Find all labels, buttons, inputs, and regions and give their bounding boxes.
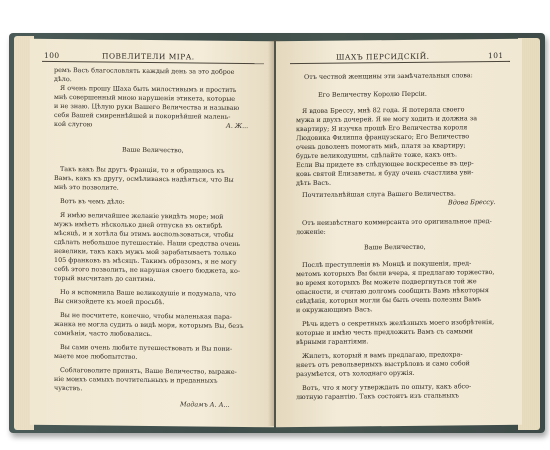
right-header-rule bbox=[290, 61, 510, 64]
right-line: Жилетъ, который я вамъ предлагаю, предохра- bbox=[302, 350, 463, 361]
left-line: мужъ имѣетъ нѣсколько дней отпуска въ октябрѣ bbox=[54, 219, 223, 230]
right-page-number: 101 bbox=[488, 50, 504, 61]
right-line: свѣдѣнія, которыя могли бы быть очень полезны Вамъ bbox=[296, 295, 482, 306]
left-line: Но я вспомнила Ваше великодушіе и подумала, что bbox=[60, 288, 236, 298]
left-line: невелики, такъ какъ мужъ мой зарабатываетъ только bbox=[54, 246, 237, 257]
right-line: квартиру; Я изучка прошѣ Его Величества короля bbox=[296, 123, 468, 134]
left-line: и не знаю. Цѣлую руки Вашего Величества и называю bbox=[54, 101, 240, 112]
left-line: себѣ этого позволить, не нарушая своего бюджета, ко- bbox=[54, 264, 240, 275]
left-page bbox=[30, 39, 274, 428]
right-line: Я вдова Бресcу, мнѣ 82 года. Я потеряла своего bbox=[302, 105, 465, 116]
right-line: вѣрными гарантіями. bbox=[296, 337, 369, 347]
left-line: кой слугою bbox=[54, 119, 93, 129]
right-address: Его Величеству Королю Персіи. bbox=[318, 89, 427, 99]
right-line: лютную гарантію. Такъ состоитъ изъ стальныхъ bbox=[296, 391, 460, 402]
right-line: ложеніе: bbox=[296, 227, 326, 237]
right-line: Если Вы придете въ слѣдующее воскресенье въ цер- bbox=[296, 159, 474, 170]
right-signature-1: Вдова Брессу. bbox=[448, 197, 496, 207]
left-line: Соблаговолите принять, Ваше Величество, выраже- bbox=[60, 366, 237, 376]
left-header-rule bbox=[42, 61, 264, 64]
left-line: сомнѣнія, часто любовались. bbox=[54, 328, 153, 339]
left-line: Я имѣю величайшее желаніе увидѣть море; мой bbox=[60, 211, 224, 221]
left-line: мѣсяцѣ, и я хотѣла бы этимъ воспользоваться, чтобы bbox=[54, 228, 234, 239]
left-line: ніе моихъ самыхъ почтительныхъ и преданныхъ bbox=[54, 374, 218, 385]
right-line: опасности, и считаю долгомъ сообщить Вамъ нѣкоторыя bbox=[296, 286, 489, 297]
right-line: Рѣчь идетъ о секретныхъ желѣзныхъ моего изобрѣтенія, bbox=[302, 318, 495, 329]
left-line: Я очень прошу Шаха быть милостивымъ и простить bbox=[60, 84, 237, 94]
left-page-number: 100 bbox=[44, 50, 60, 61]
right-line: няетъ отъ револьверныхъ выстрѣловъ и само собой bbox=[296, 359, 470, 370]
left-line: Такъ какъ Вы другъ Франціи, то я обращаюсь къ bbox=[60, 165, 225, 175]
right-line: во время которыхъ Вы можете подвергнуться той же bbox=[296, 277, 477, 288]
right-salutation: Ваше Величество, bbox=[364, 242, 426, 252]
left-line: Вотъ въ чемъ дѣло: bbox=[60, 197, 125, 206]
left-line: торый высчитанъ до сантима. bbox=[54, 273, 156, 284]
right-line: Отъ неизвѣстнаго коммерсанта это оригинальное пред- bbox=[302, 217, 492, 228]
left-line: сдѣлать небольшое путешествіе. Наши средства очень bbox=[54, 237, 240, 248]
right-line: Вотъ, что я могу утверждать по опыту, какъ абсо- bbox=[302, 382, 472, 393]
left-line: Вы снизойдете къ моей просьбѣ. bbox=[54, 296, 165, 307]
right-page bbox=[276, 39, 522, 428]
right-line: разумѣется, отъ холоднаго оружія. bbox=[296, 368, 415, 379]
right-line: ковь святой Елизаветы, я буду очень счастлива уви- bbox=[296, 168, 474, 179]
right-line: и окружающимъ Васъ. bbox=[296, 305, 373, 315]
right-line: будьте великодушны, сдѣлайте тоже, какъ онъ. bbox=[296, 150, 458, 161]
left-line: ремъ Васъ благословлять каждый день за это доброе bbox=[54, 65, 235, 76]
right-line: Послѣ преступленія въ Монцѣ и покушенія, пред- bbox=[302, 259, 472, 270]
right-intro: Отъ честной женщины эти замѣчательныя слова: bbox=[304, 71, 473, 81]
right-line: очень доволенъ помогать мнѣ, платя за квартиру; bbox=[296, 141, 466, 152]
left-signature-2: Мадамъ А. А... bbox=[180, 400, 230, 409]
right-line: дѣть Васъ. bbox=[296, 178, 332, 188]
left-salutation: Ваше Величество, bbox=[122, 145, 184, 155]
right-line: Людовика Филиппа французскаго; Его Величество bbox=[296, 132, 470, 143]
right-running-header: ШАХЪ ПЕРСИДСКІЙ. bbox=[336, 51, 430, 62]
left-signature-1: А. Ж... bbox=[226, 121, 249, 131]
left-line: Вы сами очень любите путешествовать и Вы пони- bbox=[60, 343, 233, 353]
left-line: себя Вашей смиреннѣйшей и покорнѣйшей малень- bbox=[54, 110, 231, 121]
left-line: мнѣ это позволите. bbox=[54, 182, 119, 192]
left-running-header: ПОВЕЛИТЕЛИ МІРА. bbox=[102, 51, 195, 62]
left-line: Вамъ, какъ къ другу, осмѣливаясь надѣяться, что Вы bbox=[54, 173, 234, 184]
right-line: мужа и двухъ дочерей. Я не могу ходить и должна за bbox=[296, 114, 478, 125]
left-line: Вы не посчитете, конечно, чтобы маленькая пара- bbox=[60, 311, 232, 321]
left-line: жанка не могла судить о видѣ моря, которымъ Вы, безъ bbox=[54, 319, 244, 330]
left-line: маете мое любопытство. bbox=[54, 351, 138, 361]
left-line: чувствъ. bbox=[54, 383, 83, 393]
left-line: 105 франковъ въ мѣсяцъ. Такимъ образомъ, я не могу bbox=[54, 255, 237, 266]
right-closing: Почтительнѣйшая слуга Вашего Величества. bbox=[302, 189, 456, 200]
right-line: метомъ которыхъ Вы были вчера, я предлагаю торжество, bbox=[296, 268, 495, 279]
right-line: которые и имѣю честь предложить Вамъ съ самыми bbox=[296, 327, 473, 338]
left-line: дѣло. bbox=[54, 74, 72, 84]
left-line: мнѣ совершенный мною нарушенія этикета, которые bbox=[54, 92, 236, 103]
